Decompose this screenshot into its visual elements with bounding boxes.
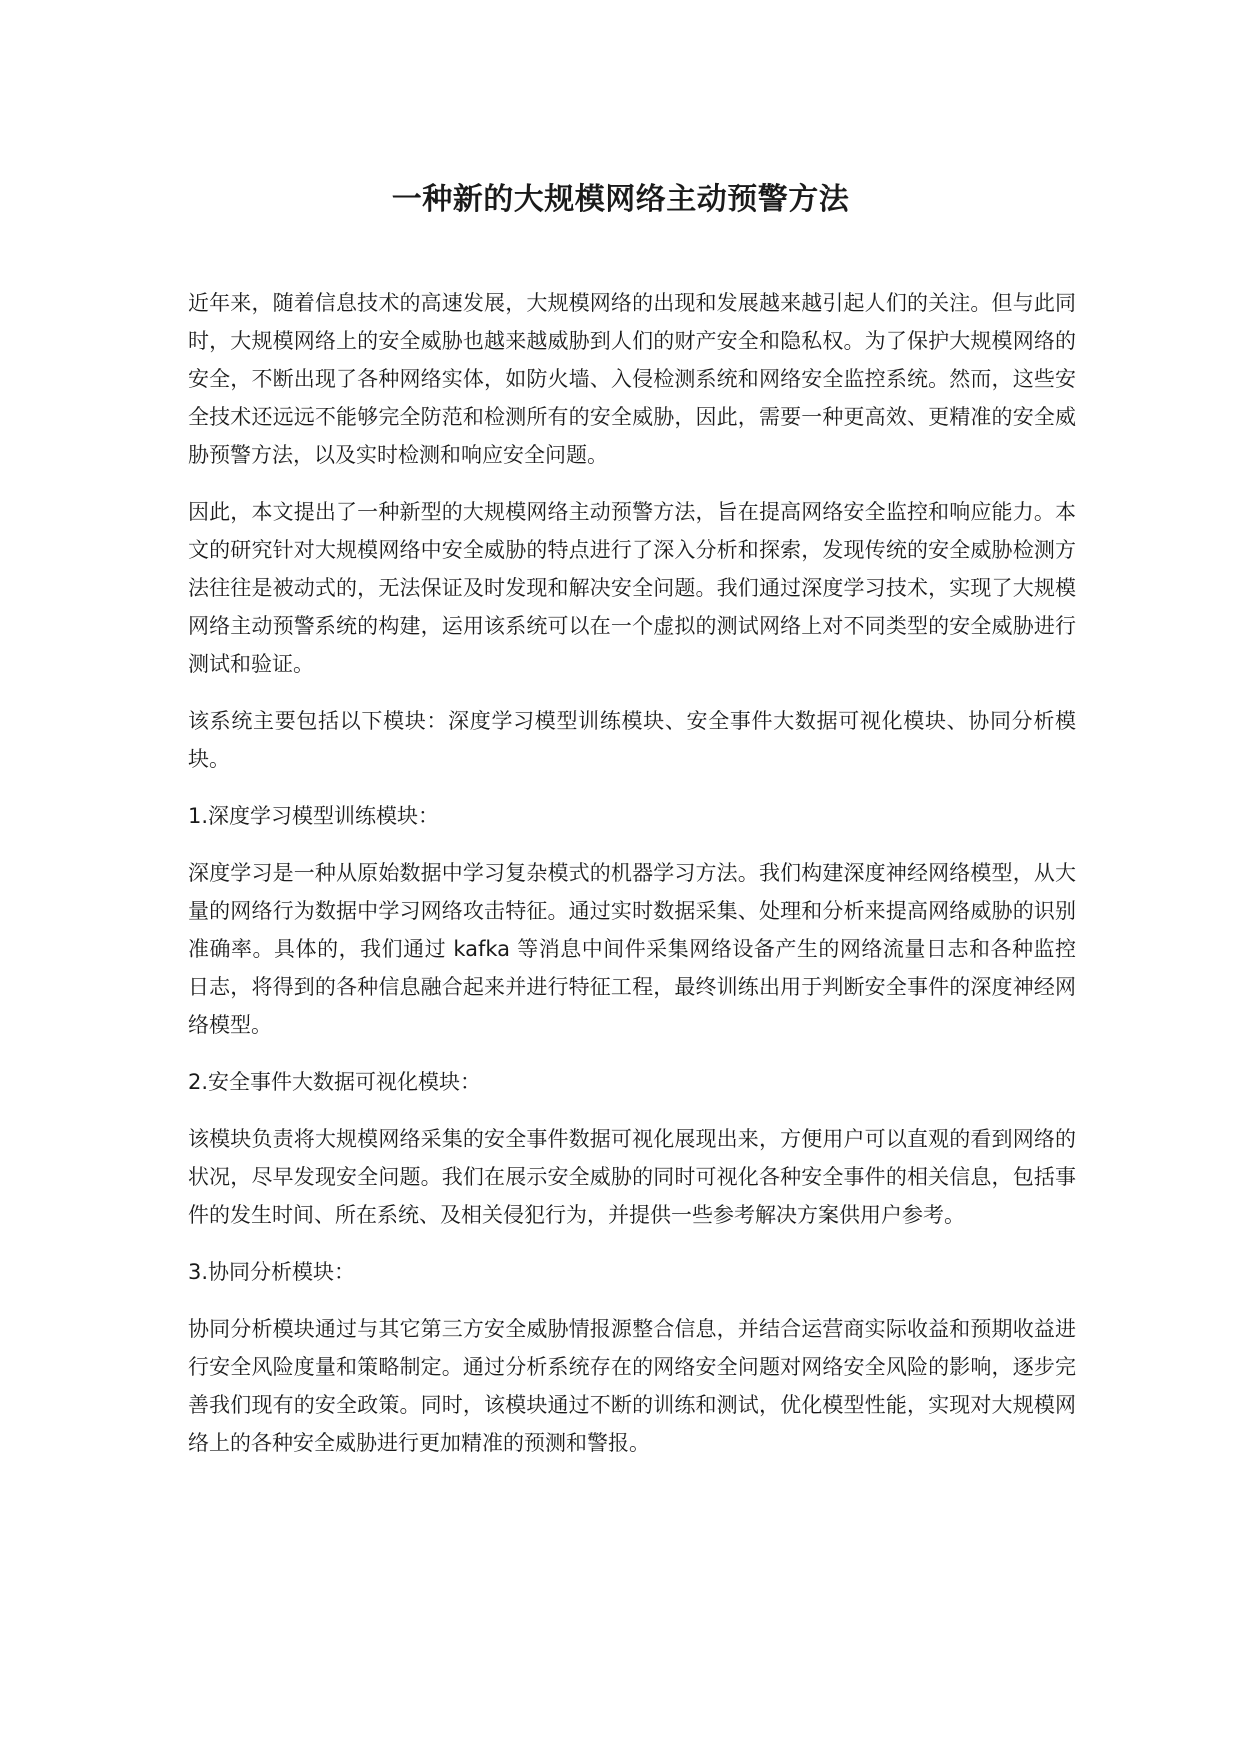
paragraph-training: 深度学习是一种从原始数据中学习复杂模式的机器学习方法。我们构建深度神经网络模型，从大量的网络行为数据中学习网络攻击特征。通过实时数据采集、处理和分析来提高网络威胁的识别准确率。具体的，我们通过 kafka 等消息中间件采集网络设备产生的网络流量日志和各种监控日志，将得到的各种信息融合起来并进行特征工程，最终训练出用于判断安全事件的深度神经网络模型。 xyxy=(188,861,1076,1037)
document-body xyxy=(188,284,1076,1481)
section-heading-training: 1.深度学习模型训练模块： xyxy=(188,804,440,828)
paragraph-modules-overview: 该系统主要包括以下模块：深度学习模型训练模块、安全事件大数据可视化模块、协同分析模块。 xyxy=(188,709,1076,771)
paragraph-intro: 近年来，随着信息技术的高速发展，大规模网络的出现和发展越来越引起人们的关注。但与此同时，大规模网络上的安全威胁也越来越威胁到人们的财产安全和隐私权。为了保护大规模网络的安全，不断出现了各种网络实体，如防火墙、入侵检测系统和网络安全监控系统。然而，这些安全技术还远远不能够完全防范和检测所有的安全威胁，因此，需要一种更高效、更精准的安全威胁预警方法，以及实时检测和响应安全问题。 xyxy=(188,291,1076,467)
section-heading-collaborative: 3.协同分析模块： xyxy=(188,1260,356,1284)
paragraph-proposal: 因此，本文提出了一种新型的大规模网络主动预警方法，旨在提高网络安全监控和响应能力。本文的研究针对大规模网络中安全威胁的特点进行了深入分析和探索，发现传统的安全威胁检测方法往往是被动式的，无法保证及时发现和解决安全问题。我们通过深度学习技术，实现了大规模网络主动预警系统的构建，运用该系统可以在一个虚拟的测试网络上对不同类型的安全威胁进行测试和验证。 xyxy=(188,500,1076,676)
paragraph-collaborative: 协同分析模块通过与其它第三方安全威胁情报源整合信息，并结合运营商实际收益和预期收益进行安全风险度量和策略制定。通过分析系统存在的网络安全问题对网络安全风险的影响，逐步完善我们现有的安全政策。同时，该模块通过不断的训练和测试，优化模型性能，实现对大规模网络上的各种安全威胁进行更加精准的预测和警报。 xyxy=(188,1317,1076,1455)
section-heading-visualization: 2.安全事件大数据可视化模块： xyxy=(188,1070,482,1094)
paragraph-visualization: 该模块负责将大规模网络采集的安全事件数据可视化展现出来，方便用户可以直观的看到网络的状况，尽早发现安全问题。我们在展示安全威胁的同时可视化各种安全事件的相关信息，包括事件的发生时间、所在系统、及相关侵犯行为，并提供一些参考解决方案供用户参考。 xyxy=(188,1127,1076,1227)
document-title: 一种新的大规模网络主动预警方法 xyxy=(391,182,850,217)
